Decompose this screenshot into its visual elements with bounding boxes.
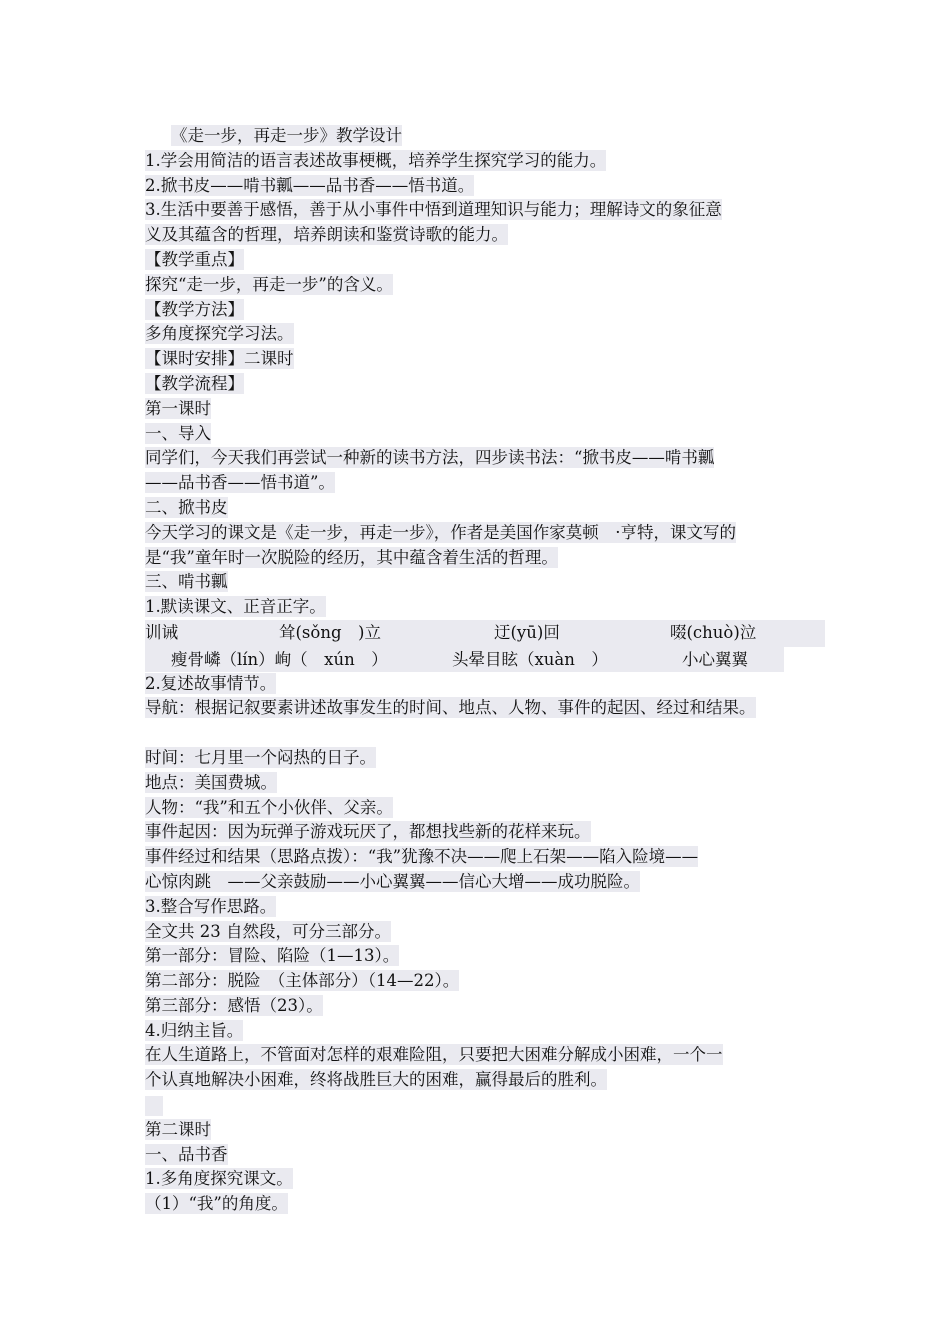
process-text-2: 心惊肉跳 ——父亲鼓励——小心翼翼——信心大增——成功脱险。 bbox=[145, 871, 640, 891]
goal-3-cont: 义及其蕴含的哲理，培养朗读和鉴赏诗歌的能力。 bbox=[145, 225, 508, 245]
cover-text-1: 今天学习的课文是《走一步，再走一步》，作者是美国作家莫顿 ·亨特，课文写的 bbox=[145, 522, 736, 542]
cover-heading: 二、掀书皮 bbox=[145, 497, 228, 517]
schedule-text: 二课时 bbox=[244, 349, 294, 369]
intro-heading: 一、导入 bbox=[145, 423, 211, 443]
part-1: 第一部分：冒险、陷险（1—13）。 bbox=[145, 946, 400, 966]
structure-text: 全文共 23 自然段，可分三部分。 bbox=[145, 921, 391, 941]
theme-text-2: 个认真地解决小困难，终将战胜巨大的困难，赢得最后的胜利。 bbox=[145, 1070, 607, 1090]
vocab-word: 啜(chuò)泣 bbox=[670, 622, 757, 642]
lesson-1-heading: 第一课时 bbox=[145, 398, 211, 418]
theme-heading: 4.归纳主旨。 bbox=[145, 1020, 244, 1040]
cause-text: 事件起因：因为玩弹子游戏玩厌了，都想找些新的花样来玩。 bbox=[145, 822, 591, 842]
method-heading: 【教学方法】 bbox=[145, 299, 244, 319]
place-text: 地点：美国费城。 bbox=[145, 772, 277, 792]
document-title: 《走一步，再走一步》教学设计 bbox=[171, 126, 402, 145]
retell-heading: 2.复述故事情节。 bbox=[145, 673, 277, 693]
taste-heading: 一、品书香 bbox=[145, 1144, 228, 1164]
key-text: 探究“走一步，再走一步”的含义。 bbox=[145, 274, 393, 294]
vocab-word: 瘦骨嶙（lín）峋（ xún ） bbox=[145, 647, 424, 672]
theme-text-1: 在人生道路上，不管面对怎样的艰难险阻，只要把大困难分解成小困难，一个一 bbox=[145, 1045, 723, 1065]
process-text-1: 事件经过和结果（思路点拨）：“我”犹豫不决——爬上石架——陷入险境—— bbox=[145, 847, 699, 867]
people-text: 人物：“我”和五个小伙伴、父亲。 bbox=[145, 797, 393, 817]
part-3: 第三部分：感悟（23）。 bbox=[145, 995, 323, 1015]
explore-heading: 1.多角度探究课文。 bbox=[145, 1169, 293, 1189]
goal-1: 1.学会用简洁的语言表述故事梗概，培养学生探究学习的能力。 bbox=[145, 150, 607, 170]
vocab-row-2 bbox=[145, 647, 835, 672]
key-heading: 【教学重点】 bbox=[145, 249, 244, 269]
goal-2: 2.掀书皮——啃书瓤——品书香——悟书道。 bbox=[145, 175, 475, 195]
part-2: 第二部分：脱险 （主体部分）（14—22）。 bbox=[145, 971, 460, 991]
lesson-2-heading: 第二课时 bbox=[145, 1119, 211, 1139]
read-heading: 1.默读课文、正音正字。 bbox=[145, 597, 326, 617]
vocab-word: 迂(yū)回 bbox=[494, 622, 560, 642]
structure-heading: 3.整合写作思路。 bbox=[145, 896, 277, 916]
vocab-word: 耸(sǒng )立 bbox=[279, 622, 381, 642]
empty-highlight bbox=[145, 1096, 163, 1116]
vocab-word: 小心翼翼 bbox=[656, 647, 784, 672]
document-body bbox=[145, 124, 835, 1217]
intro-text-2: ——品书香——悟书道”。 bbox=[145, 473, 335, 493]
guide-text: 导航：根据记叙要素讲述故事发生的时间、地点、人物、事件的起因、经过和结果。 bbox=[145, 698, 756, 718]
cover-text-2: 是“我”童年时一次脱险的经历，其中蕴含着生活的哲理。 bbox=[145, 547, 558, 567]
chew-heading: 三、啃书瓤 bbox=[145, 572, 228, 592]
time-text: 时间：七月里一个闷热的日子。 bbox=[145, 747, 376, 767]
angle-text: （1）“我”的角度。 bbox=[145, 1194, 288, 1214]
vocab-row-1 bbox=[145, 620, 825, 647]
goal-3: 3.生活中要善于感悟，善于从小事件中悟到道理知识与能力；理解诗文的象征意 bbox=[145, 200, 722, 220]
vocab-word: 头晕目眩（xuàn ） bbox=[424, 647, 656, 672]
flow-heading: 【教学流程】 bbox=[145, 373, 244, 393]
schedule-heading: 【课时安排】 bbox=[145, 349, 244, 369]
intro-text-1: 同学们，今天我们再尝试一种新的读书方法，四步读书法：“掀书皮——啃书瓤 bbox=[145, 448, 715, 468]
vocab-word: 训诫 bbox=[145, 622, 178, 642]
method-text: 多角度探究学习法。 bbox=[145, 324, 294, 344]
